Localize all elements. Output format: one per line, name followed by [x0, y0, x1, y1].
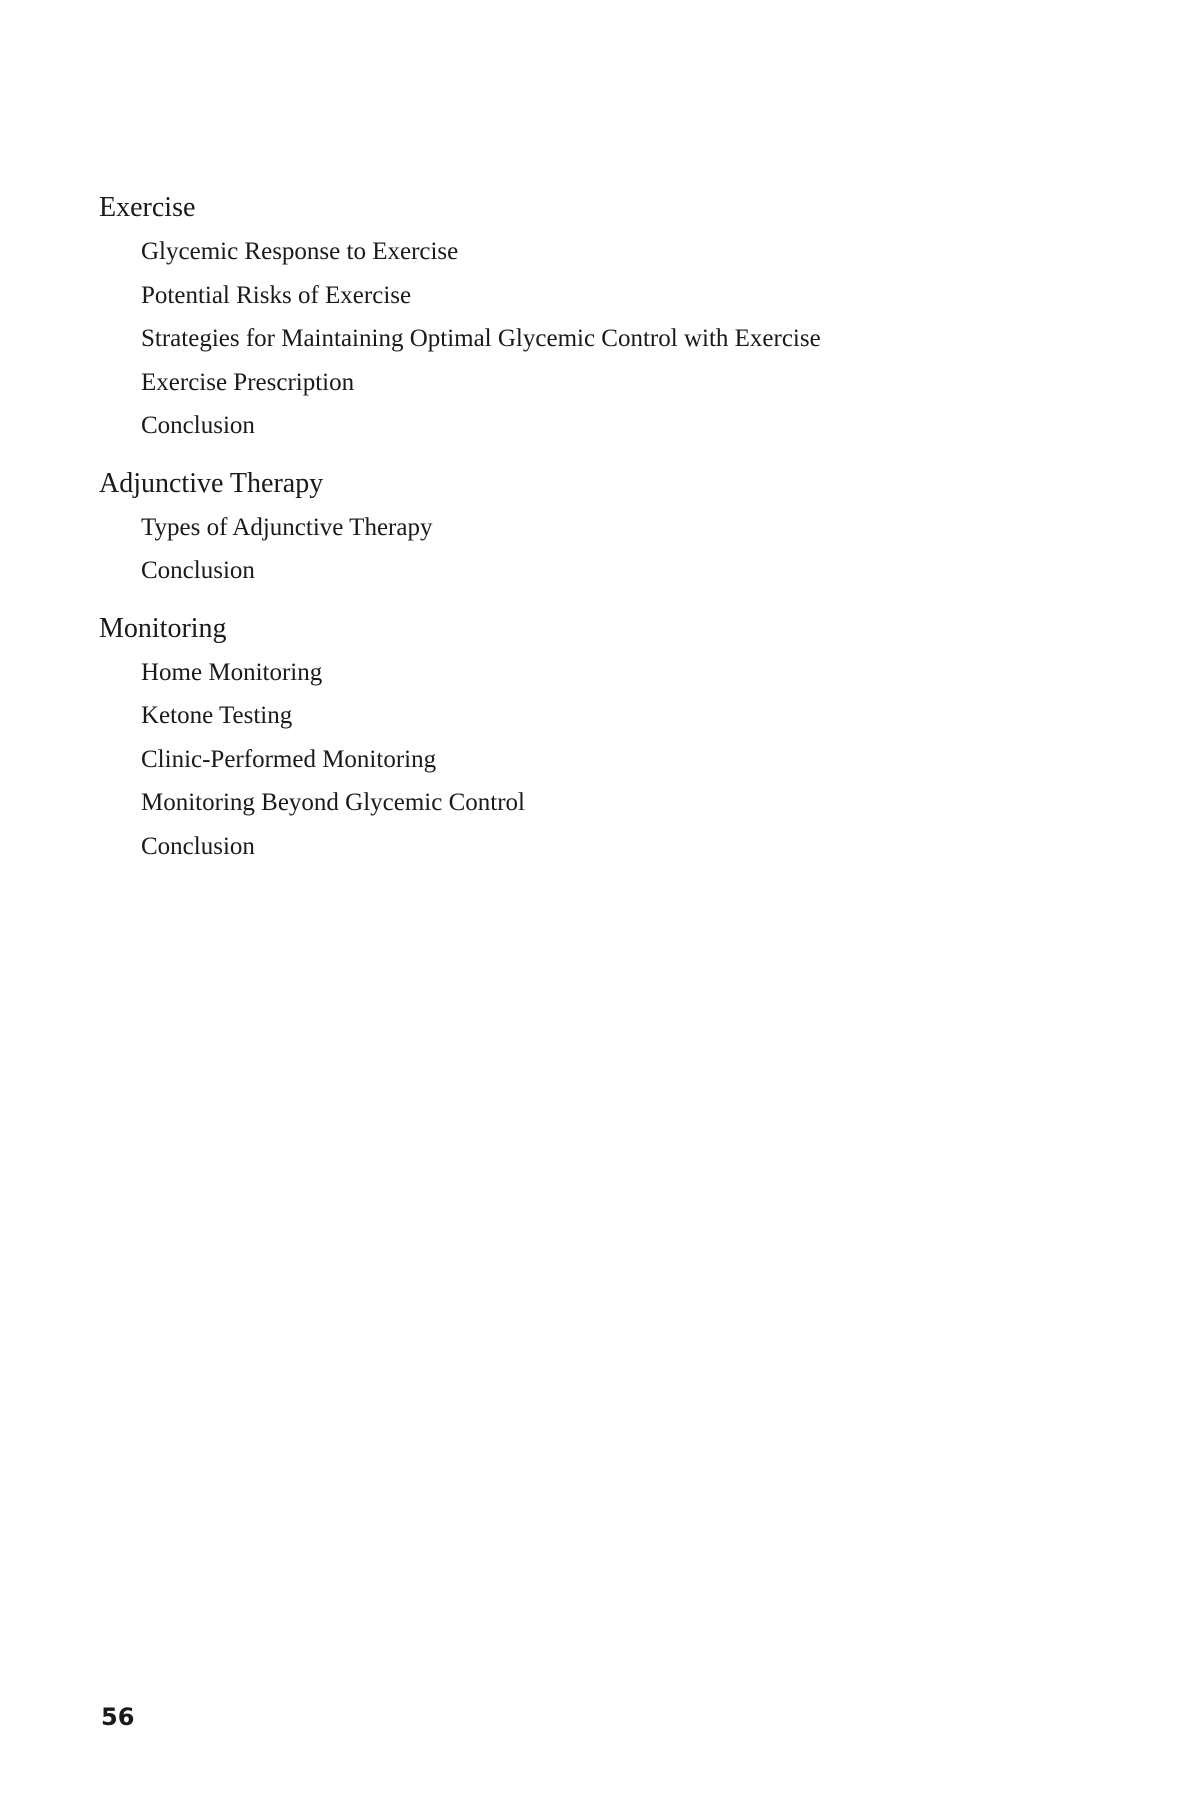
toc-entry: Potential Risks of Exercise — [141, 281, 412, 309]
section-title: Monitoring — [99, 612, 227, 644]
toc-entry: Clinic-Performed Monitoring — [141, 745, 437, 773]
section-title: Adjunctive Therapy — [99, 467, 324, 499]
toc-entry: Types of Adjunctive Therapy — [141, 513, 433, 541]
toc-entry: Strategies for Maintaining Optimal Glycemic Control with Exercise — [141, 325, 821, 352]
toc-entry: Conclusion — [141, 412, 255, 439]
toc-entry: Exercise Prescription — [141, 368, 355, 396]
toc-section-monitoring — [99, 611, 1099, 869]
section-entries — [99, 651, 1099, 869]
toc-entry: Home Monitoring — [141, 658, 323, 686]
section-entries — [99, 230, 1099, 448]
toc-section-exercise — [99, 190, 1099, 448]
page-number: 56 — [101, 1703, 135, 1731]
toc-entry: Conclusion — [141, 832, 255, 860]
toc-entry: Monitoring Beyond Glycemic Control — [141, 789, 525, 816]
section-entries — [99, 506, 1099, 593]
table-of-contents — [99, 190, 1099, 886]
toc-entry: Ketone Testing — [141, 702, 293, 729]
toc-section-adjunctive-therapy — [99, 466, 1099, 593]
toc-entry: Conclusion — [141, 557, 255, 584]
section-title: Exercise — [99, 192, 196, 223]
toc-entry: Glycemic Response to Exercise — [141, 238, 459, 265]
